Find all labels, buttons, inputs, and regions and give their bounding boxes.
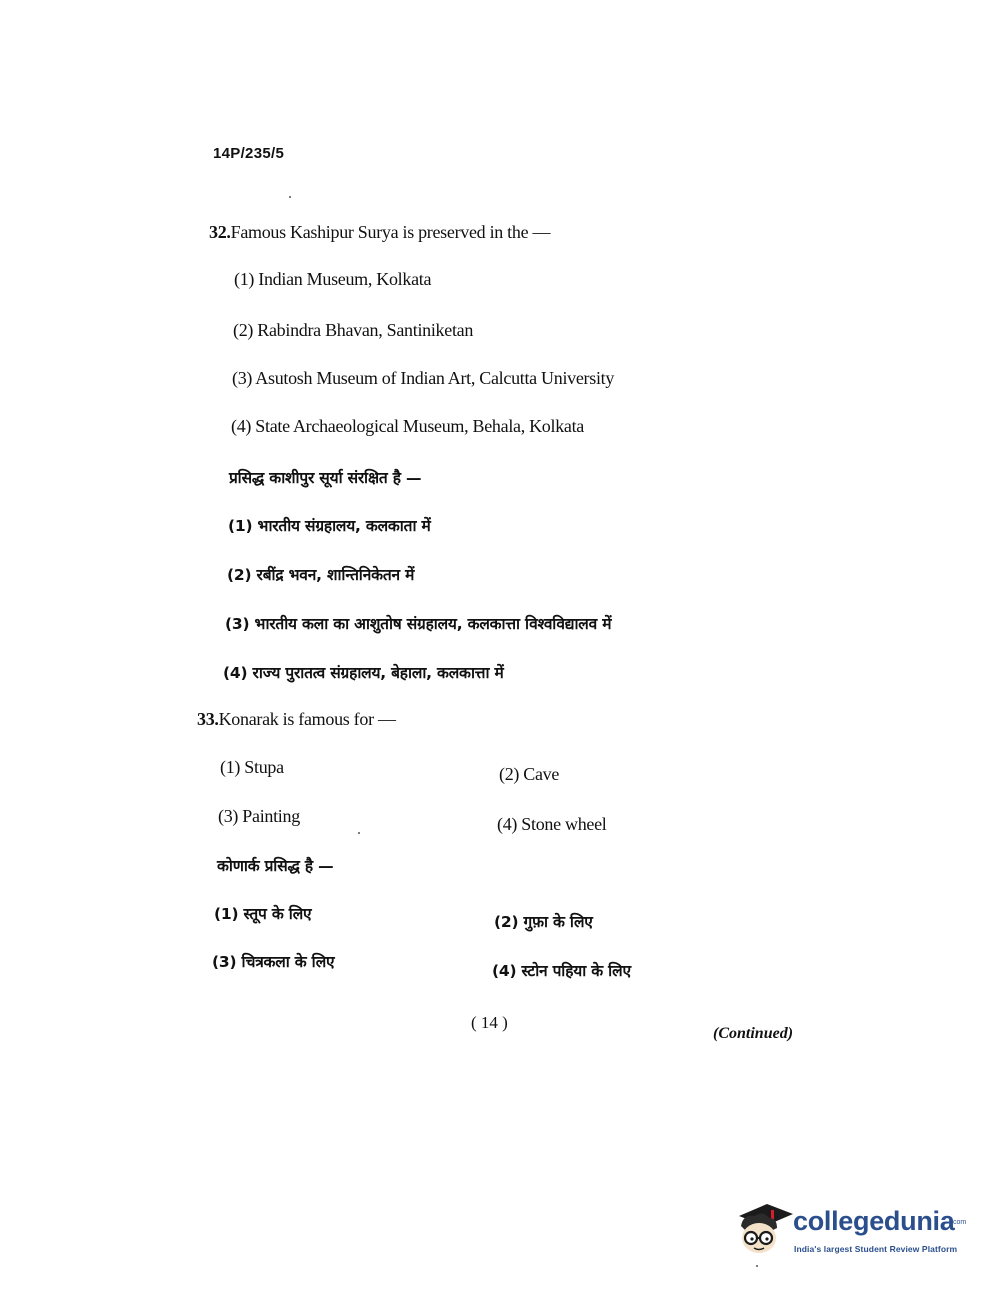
option-en-3: (3) Asutosh Museum of Indian Art, Calcutta University: [232, 368, 615, 388]
collegedunia-logo: [733, 1196, 965, 1268]
page-number: ( 14 ): [471, 1013, 508, 1032]
option-en-2: (2) Rabindra Bhavan, Santiniketan: [233, 320, 474, 340]
question-number: 32.: [209, 222, 231, 242]
paper-code: 14P/235/5: [213, 145, 285, 162]
option-en-3: (3) Painting: [218, 806, 300, 826]
option-en-1: (1) Indian Museum, Kolkata: [234, 269, 432, 289]
question-stem: Famous Kashipur Surya is preserved in the —: [230, 222, 551, 242]
scan-speck: [358, 832, 360, 834]
question-32-text-en: [209, 222, 550, 243]
question-33-text-en: [197, 709, 396, 730]
option-hi-1: (1) भारतीय संग्रहालय, कलकाता में: [228, 517, 431, 535]
scan-speck: [756, 1265, 758, 1267]
option-hi-3: (3) भारतीय कला का आशुतोष संग्रहालय, कलकात्ता विश्वविद्यालव में: [225, 615, 612, 633]
option-hi-4: (4) स्टोन पहिया के लिए: [492, 962, 631, 980]
question-33-text-hi: कोणार्क प्रसिद्ध है —: [217, 857, 334, 875]
scan-speck: [289, 196, 291, 198]
option-en-2: (2) Cave: [499, 764, 560, 784]
option-en-4: (4) State Archaeological Museum, Behala, Kolkata: [231, 416, 584, 436]
option-hi-1: (1) स्तूप के लिए: [214, 905, 312, 923]
question-stem: Konarak is famous for —: [218, 709, 396, 729]
option-hi-2: (2) गुफ़ा के लिए: [494, 913, 593, 931]
brand-domain-suffix: .com: [951, 1219, 967, 1226]
continued-label: (Continued): [713, 1025, 794, 1042]
question-number: 33.: [197, 709, 219, 729]
brand-name: collegedunia: [793, 1206, 955, 1236]
mascot-graduation-cap-icon: [733, 1196, 795, 1260]
option-en-1: (1) Stupa: [220, 757, 284, 777]
question-32-text-hi: प्रसिद्ध काशीपुर सूर्या संरक्षित है —: [229, 469, 422, 487]
brand-tagline: India's largest Student Review Platform: [794, 1244, 958, 1254]
option-hi-2: (2) रबींद्र भवन, शान्तिनिकेतन में: [227, 566, 415, 584]
option-hi-3: (3) चित्रकला के लिए: [212, 953, 335, 971]
option-hi-4: (4) राज्य पुरातत्व संग्रहालय, बेहाला, कलकात्ता में: [223, 664, 504, 682]
option-en-4: (4) Stone wheel: [497, 814, 607, 834]
